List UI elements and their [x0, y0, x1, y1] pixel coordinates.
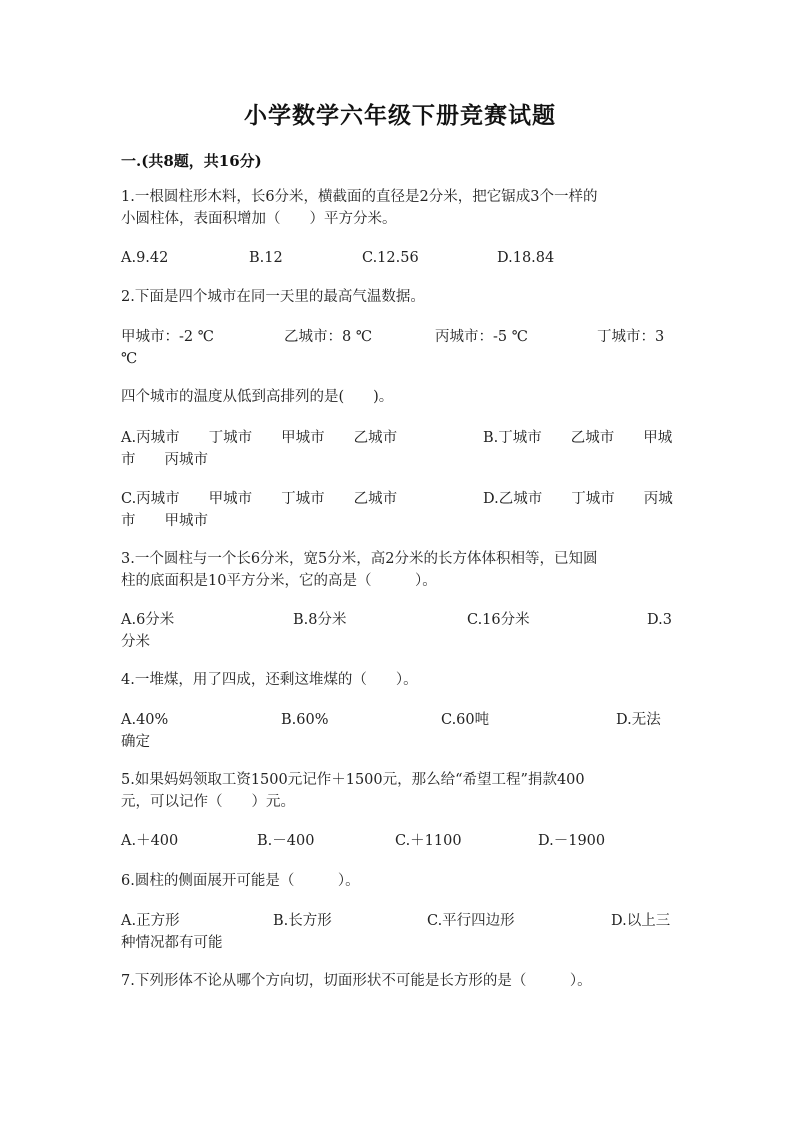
question-6-option-d-wrap: 种情况都有可能 [121, 935, 223, 951]
question-1-option-c[interactable]: C.12.56 [362, 250, 419, 266]
question-6-stem: 6.圆柱的侧面展开可能是（ ）。 [121, 873, 360, 889]
question-2-option-b[interactable]: B.丁城市 乙城市 甲城 [483, 430, 673, 446]
question-1-stem-line1: 1.一根圆柱形木料，长6分米，横截面的直径是2分米，把它锯成3个一样的 [121, 189, 598, 205]
question-3-stem-line1: 3.一个圆柱与一个长6分米，宽5分米，高2分米的长方体体积相等，已知圆 [121, 551, 598, 567]
question-7-stem: 7.下列形体不论从哪个方向切，切面形状不可能是长方形的是（ ）。 [121, 973, 592, 989]
question-4-stem: 4.一堆煤，用了四成，还剩这堆煤的（ ）。 [121, 672, 418, 688]
question-2-data-wrap: ℃ [121, 351, 138, 367]
question-5-option-a[interactable]: A.＋400 [121, 833, 179, 849]
question-2-data-bing: 丙城市：-5 ℃ [435, 329, 528, 345]
question-4-option-d[interactable]: D.无法 [616, 712, 661, 728]
question-5-option-d[interactable]: D.－1900 [538, 833, 606, 849]
question-5-option-b[interactable]: B.－400 [257, 833, 315, 849]
question-3-option-b[interactable]: B.8分米 [293, 612, 347, 628]
question-4-option-a[interactable]: A.40% [121, 712, 169, 728]
question-1-stem-line2: 小圆柱体，表面积增加（ ）平方分米。 [121, 211, 397, 227]
question-3-option-d[interactable]: D.3 [647, 612, 672, 628]
question-1 [121, 186, 681, 230]
question-2-option-d-wrap: 市 甲城市 [121, 513, 208, 529]
question-4-options [121, 709, 681, 731]
question-6-option-d[interactable]: D.以上三 [611, 913, 671, 929]
section-heading: 一.(共8题，共16分) [121, 152, 262, 170]
question-3-option-a[interactable]: A.6分米 [121, 612, 175, 628]
question-2-option-b-wrap: 市 丙城市 [121, 452, 208, 468]
question-3-options [121, 609, 681, 631]
question-1-option-b[interactable]: B.12 [249, 250, 283, 266]
question-5-stem-line1: 5.如果妈妈领取工资1500元记作＋1500元，那么给“希望工程”捐款400 [121, 772, 585, 788]
question-5-options [121, 830, 681, 852]
question-2-data-yi: 乙城市：8 ℃ [284, 329, 373, 345]
question-5 [121, 769, 681, 813]
question-1-options [121, 247, 681, 269]
question-2-data-jia: 甲城市：-2 ℃ [121, 329, 214, 345]
question-1-option-a[interactable]: A.9.42 [121, 250, 169, 266]
question-4-option-c[interactable]: C.60吨 [441, 712, 490, 728]
question-2-prompt: 四个城市的温度从低到高排列的是( )。 [121, 389, 394, 405]
question-3-option-d-wrap: 分米 [121, 634, 150, 650]
question-4-option-d-wrap: 确定 [121, 734, 150, 750]
question-6-option-a[interactable]: A.正方形 [121, 913, 180, 929]
page-title: 小学数学六年级下册竞赛试题 [244, 102, 556, 129]
question-6-option-c[interactable]: C.平行四边形 [427, 913, 515, 929]
question-4-option-b[interactable]: B.60% [281, 712, 329, 728]
question-5-stem-line2: 元，可以记作（ ）元。 [121, 794, 295, 810]
question-2-option-c[interactable]: C.丙城市 甲城市 丁城市 乙城市 [121, 491, 398, 507]
question-5-option-c[interactable]: C.＋1100 [395, 833, 462, 849]
question-2-data [121, 326, 681, 348]
question-6-option-b[interactable]: B.长方形 [273, 913, 332, 929]
question-2-stem: 2.下面是四个城市在同一天里的最高气温数据。 [121, 289, 425, 305]
question-3-stem-line2: 柱的底面积是10平方分米，它的高是（ ）。 [121, 573, 437, 589]
question-2-option-d[interactable]: D.乙城市 丁城市 丙城 [483, 491, 673, 507]
question-6-options [121, 910, 681, 932]
question-1-option-d[interactable]: D.18.84 [497, 250, 555, 266]
question-3 [121, 548, 681, 592]
question-2-option-a[interactable]: A.丙城市 丁城市 甲城市 乙城市 [121, 430, 398, 446]
question-2-data-ding: 丁城市：3 [597, 329, 665, 345]
question-3-option-c[interactable]: C.16分米 [467, 612, 530, 628]
